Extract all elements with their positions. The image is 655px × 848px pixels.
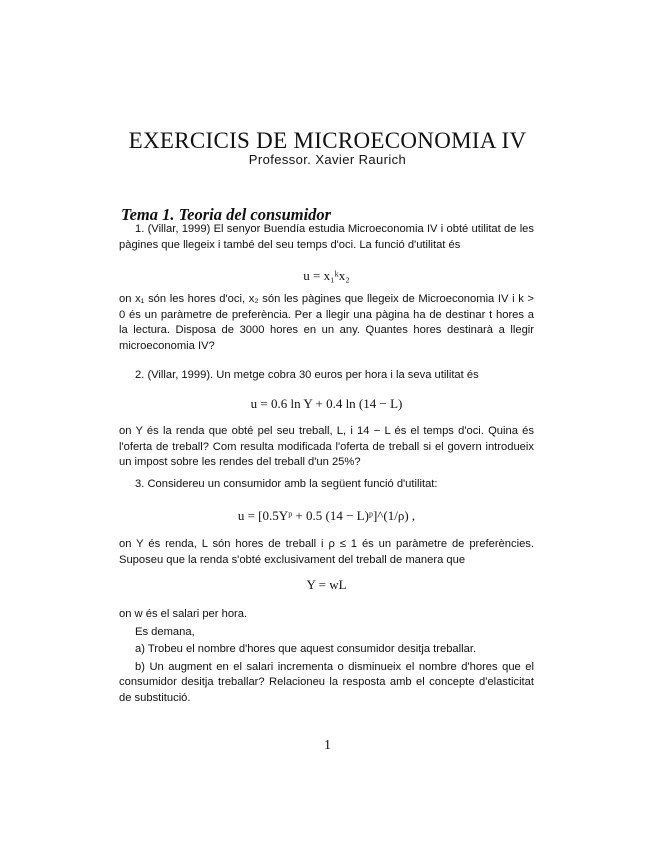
exercise-2-text: 2. (Villar, 1999). Un metge cobra 30 euros per hora i la seva utilitat és (135, 369, 479, 381)
exercise-2-body (119, 424, 534, 471)
exercise-3-equation-2 (119, 577, 534, 593)
exercise-2-equation (119, 396, 534, 412)
exercise-3-questions (119, 607, 534, 707)
equation-text: u = [0.5Yᵖ + 0.5 (14 − L)ᵖ]^(1/ρ) , (237, 508, 416, 523)
exercise-3-text-c: on w és el salari per hora. (119, 608, 248, 620)
exercise-1-intro (119, 222, 534, 253)
exercise-3-text: 3. Considereu un consumidor amb la següent funció d'utilitat: (135, 478, 438, 490)
page-number: 1 (324, 738, 331, 753)
exercise-3-item-b: b) Un augment en el salari incrementa o disminueix el nombre d'hores que el consumidor desitja treballar? Relacioneu la resposta amb el concepte d'elasticitat de substitució. (119, 660, 534, 704)
exercise-3-ask: Es demana, (135, 625, 195, 638)
exercise-3-body (119, 537, 534, 568)
document-author: Professor. Xavier Raurich (248, 152, 407, 167)
exercise-1-equation (119, 268, 534, 284)
equation-text: u = x₁ᵏx₂ (303, 268, 350, 283)
exercise-2-text-b: on Y és la renda que obté pel seu treball, L, i 14 − L és el temps d'oci. Quina és l'oferta de treball? Com resulta modificada l'oferta de treball si el govern introdueix un impost sobre les rendes del treball d'un 25%? (119, 425, 534, 469)
exercise-3-equation (119, 508, 534, 524)
exercise-3-item-a: a) Trobeu el nombre d'hores que aquest consumidor desitja treballar. (135, 643, 477, 656)
exercise-2-intro (119, 368, 534, 384)
exercise-3-intro (119, 477, 534, 493)
section-heading: Tema 1. Teoria del consumidor (121, 205, 332, 224)
equation-text: Y = wL (306, 577, 347, 592)
exercise-1-body (119, 292, 534, 354)
exercise-1-text: 1. (Villar, 1999) El senyor Buendía estudia Microeconomia IV i obté utilitat de les pàgines que llegeix i també del seu temps d'oci. La funció d'utilitat és (119, 223, 534, 251)
document-title: EXERCICIS DE MICROECONOMIA IV (128, 128, 527, 153)
equation-text: u = 0.6 ln Y + 0.4 ln (14 − L) (250, 396, 403, 411)
exercise-3-text-b: on Y és renda, L són hores de treball i ρ ≤ 1 és un paràmetre de preferències. Suposeu que la renda s'obté exclusivament del treball de manera que (119, 538, 534, 566)
exercise-1-text-b: on x₁ són les hores d'oci, x₂ són les pàgines que llegeix de Microeconomia IV i k > 0 és un paràmetre de preferència. Per a llegir una pàgina ha de destinar t hores a la lectura. Disposa de 3000 hores en un any. Quantes hores destinarà a llegir microeconomia IV? (119, 293, 534, 352)
